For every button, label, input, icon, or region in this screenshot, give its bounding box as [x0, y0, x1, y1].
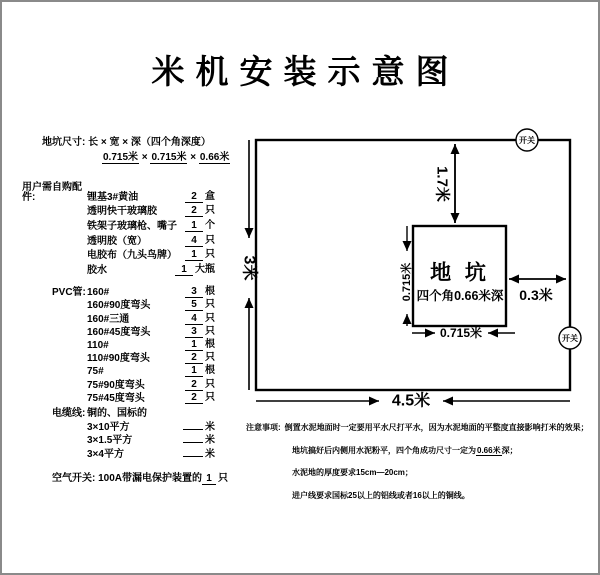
item-unit: 米: [205, 449, 215, 461]
item-unit: 只: [205, 299, 215, 311]
qty-blank: 1: [185, 250, 203, 261]
item-name: 锂基3#黄油: [87, 191, 139, 203]
pit-size-value: 0.66米: [199, 152, 230, 163]
cable-item-row: [52, 446, 215, 460]
item-unit: 个: [205, 220, 215, 232]
dim-label-room-width: 4.5米: [391, 392, 431, 410]
cable-header: 电缆线:: [52, 407, 86, 419]
item-unit: 只: [205, 352, 215, 364]
pvc-item-row: [52, 377, 215, 390]
section-pit-size: [42, 138, 242, 163]
dim-room-width: [256, 392, 570, 410]
cable-item-row: [52, 419, 215, 433]
qty-blank: 2: [185, 380, 203, 391]
dim-pit-width: [412, 325, 515, 340]
parts-item-row: [22, 261, 215, 276]
item-name: 电胶布（九头鸟牌）: [87, 250, 177, 262]
air-switch-desc: 100A带漏电保护装置的: [98, 473, 203, 484]
item-name: 3×1.5平方: [87, 435, 133, 447]
qty-blank: 2: [185, 393, 203, 404]
note-text: 深；: [501, 445, 518, 455]
note-text: 倒置水泥地面时一定要用平水尺打平水，因为水泥地面的平整度直接影响打米的效果；: [284, 423, 589, 432]
note-line: [246, 462, 598, 485]
note-line: [246, 485, 598, 508]
item-name: 75#45度弯头: [87, 392, 145, 404]
item-unit: 米: [205, 435, 215, 447]
note-text: 进户线要求国标25以上的铝线或者16以上的铜线。: [292, 490, 470, 500]
pit-size-value: 0.715米: [151, 152, 187, 163]
pvc-item-row: [52, 311, 215, 324]
parts-item-row: [22, 203, 215, 218]
note-text: 水泥地的厚度要求15cm—20cm；: [292, 468, 413, 477]
pit-subtitle: 四个角0.66米深: [416, 289, 504, 303]
qty-blank: 3: [185, 327, 203, 338]
parts-header: 用户需自购配件:: [22, 181, 82, 203]
cable-header-row: [52, 405, 215, 419]
pvc-header: PVC管:: [52, 287, 86, 299]
pvc-item-row: [52, 364, 215, 377]
section-cable: [52, 405, 215, 460]
note-line: [246, 440, 598, 463]
section-parts: [22, 181, 215, 277]
item-unit: 根: [205, 338, 215, 350]
qty-blank: 3: [185, 287, 203, 298]
item-name: 160#45度弯头: [87, 326, 151, 338]
note-underlined-value: 0.66米: [477, 445, 501, 455]
pvc-item-row: [52, 338, 215, 351]
switch-top-badge: [516, 129, 538, 151]
item-unit: 盒: [205, 190, 215, 202]
pvc-item-row: [52, 325, 215, 338]
note-text: 地坑搞好后内侧用水泥粉平，四个角成功尺寸一定为: [292, 445, 476, 455]
qty-blank: 1: [175, 265, 193, 276]
pvc-item-row: [52, 351, 215, 364]
qty-blank: 5: [185, 300, 203, 311]
item-unit: 只: [218, 473, 229, 484]
item-name: 3×10平方: [87, 421, 130, 433]
section-air-switch: [52, 474, 228, 485]
item-name: 160#90度弯头: [87, 300, 151, 312]
item-name: 160#三通: [87, 313, 130, 325]
item-unit: 只: [205, 249, 215, 261]
item-name: 3×4平方: [87, 449, 124, 461]
dim-label-top-offset: 1.7米: [433, 166, 451, 202]
air-switch-label: 空气开关:: [52, 473, 96, 484]
qty-blank: 4: [185, 236, 203, 247]
parts-item-row: [22, 181, 215, 203]
pit-size-value: 0.715米: [103, 152, 139, 163]
dim-right-offset: [509, 279, 566, 303]
qty-blank: 1: [202, 474, 216, 485]
page-title: 米机安装示意图: [151, 53, 460, 90]
pvc-item-row: [52, 298, 215, 311]
item-unit: 只: [205, 234, 215, 246]
dim-label-pit-width: 0.715米: [439, 326, 483, 340]
pit-size-row: [42, 138, 242, 148]
pit-size-label: 地坑尺寸:: [42, 137, 86, 148]
qty-blank: 1: [185, 340, 203, 351]
dim-label-room-height: 3米: [240, 255, 258, 281]
item-unit: 米: [205, 421, 215, 433]
qty-blank: [183, 442, 203, 443]
item-unit: 只: [205, 205, 215, 217]
qty-blank: [183, 429, 203, 430]
switch-right-label: 开关: [562, 334, 578, 343]
item-name: 160#: [87, 287, 110, 299]
qty-blank: 2: [185, 353, 203, 364]
dim-pit-height: [399, 226, 413, 326]
floor-plan-diagram: [232, 127, 592, 414]
parts-item-row: [22, 247, 215, 262]
pvc-item-row: [52, 391, 215, 404]
pit-size-values: [42, 153, 242, 163]
times-sign: ×: [187, 152, 199, 163]
notes-header: 注意事项:: [246, 423, 281, 432]
item-name: 透明胶（宽）: [87, 235, 147, 247]
qty-blank: [183, 456, 203, 457]
qty-blank: 1: [185, 366, 203, 377]
item-name: 110#90度弯头: [87, 353, 150, 365]
dim-top-offset: [434, 144, 456, 223]
item-unit: 根: [205, 286, 215, 298]
switch-right-badge: [559, 327, 581, 349]
item-unit: 只: [205, 378, 215, 390]
pit-size-formula: 长 × 宽 × 深（四个角深度）: [88, 137, 211, 148]
switch-top-label: 开关: [519, 136, 535, 145]
item-name: 透明快干玻璃胶: [87, 206, 157, 218]
item-name: 110#: [87, 339, 109, 351]
item-name: 75#90度弯头: [87, 379, 145, 391]
cable-item-row: [52, 433, 215, 447]
item-unit: 只: [205, 312, 215, 324]
item-unit: 根: [205, 365, 215, 377]
pvc-item-row: [52, 285, 215, 298]
parts-item-row: [22, 217, 215, 232]
cable-material: 铜的、国标的: [87, 407, 147, 419]
item-unit: 只: [205, 391, 215, 403]
item-unit: 只: [205, 325, 215, 337]
qty-blank: 2: [185, 192, 203, 203]
notes-block: [246, 417, 598, 507]
item-name: 75#: [87, 366, 104, 378]
pit-title: 地 坑: [430, 261, 490, 285]
note-line: [246, 417, 598, 440]
item-unit: 大瓶: [195, 264, 215, 276]
parts-item-row: [22, 232, 215, 247]
qty-blank: 1: [185, 221, 203, 232]
item-name: 铁架子玻璃枪、嘴子: [87, 221, 177, 233]
qty-blank: 4: [185, 314, 203, 325]
dim-label-pit-height: 0.715米: [401, 262, 413, 302]
item-name: 胶水: [87, 265, 107, 277]
qty-blank: 2: [185, 206, 203, 217]
section-pvc: [52, 285, 215, 404]
times-sign: ×: [139, 152, 151, 163]
dim-label-right-offset: 0.3米: [519, 287, 553, 303]
